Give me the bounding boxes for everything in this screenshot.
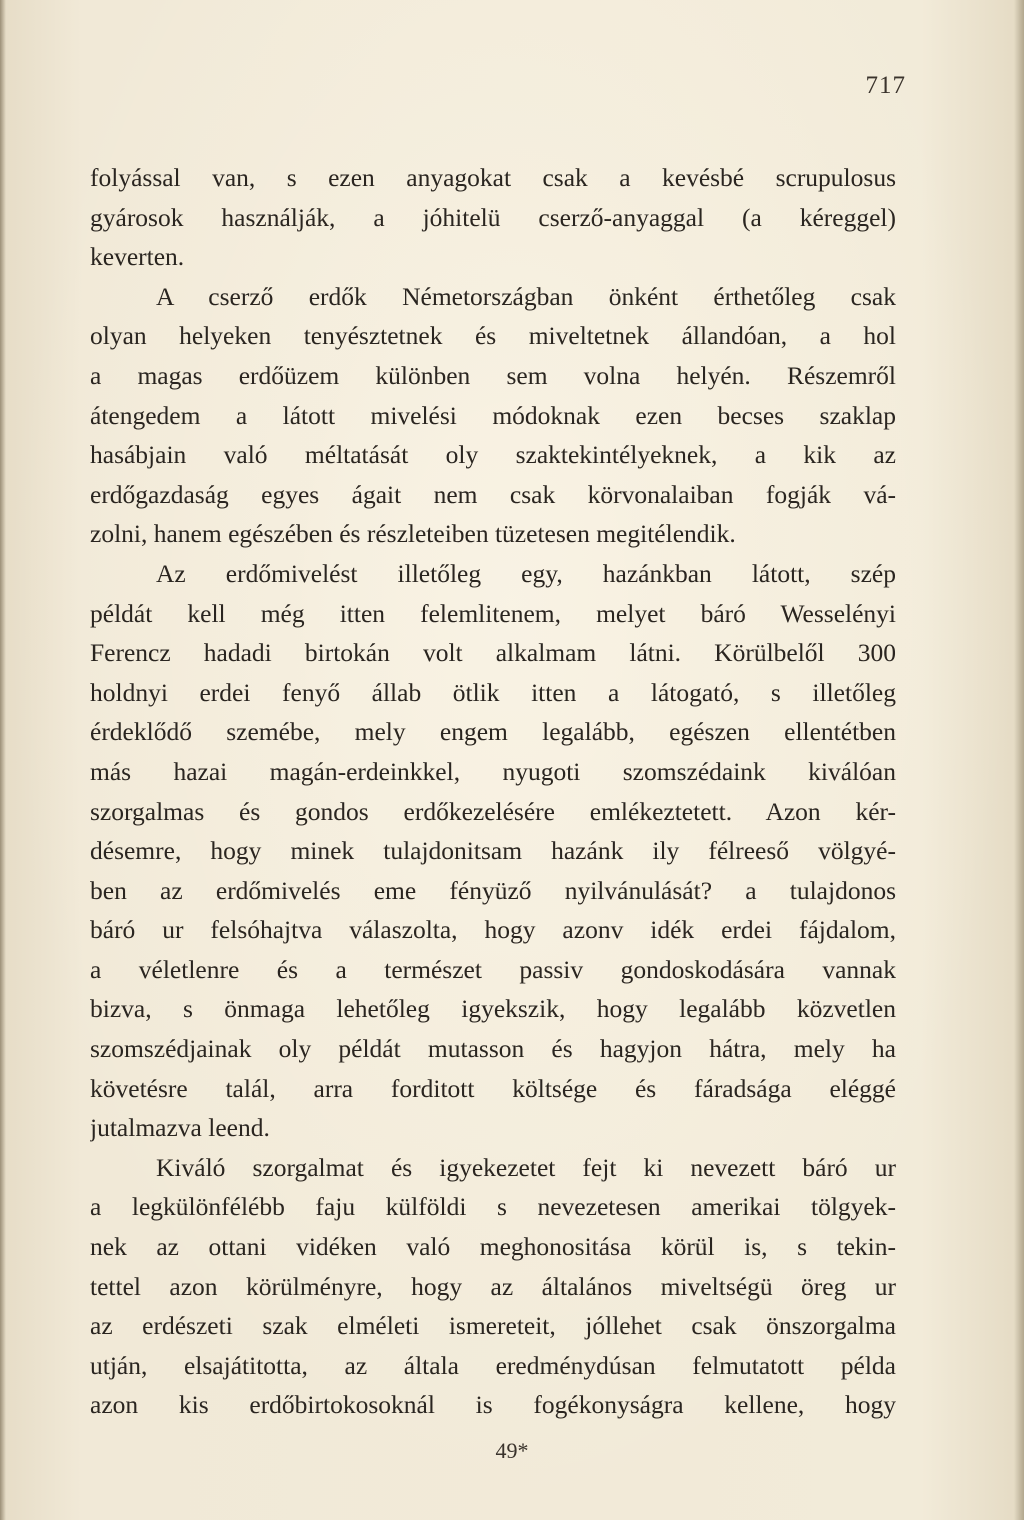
text-line: zolni, hanem egészében és részleteiben tüzetesen megitélendik. — [90, 519, 736, 549]
text-line: tettel azon körülményre, hogy az általános miveltségü öreg ur — [90, 1271, 896, 1301]
text-line: holdnyi erdei fenyő állab ötlik itten a látogató, s illetőleg — [90, 677, 896, 707]
text-line: a véletlenre és a természet passiv gondoskodására vannak — [90, 954, 896, 984]
text-line: folyással van, s ezen anyagokat csak a kevésbé scrupulosus — [90, 163, 896, 192]
text-line: jutalmazva leend. — [90, 1113, 270, 1143]
text-line: azon kis erdőbirtokosoknál is fogékonyságra kellene, hogy — [90, 1390, 896, 1420]
text-line: désemre, hogy minek tulajdonitsam hazánk ily félreeső völgyé- — [90, 836, 896, 866]
text-line: báró ur felsóhajtva válaszolta, hogy azonv idék erdei fájdalom, — [90, 915, 896, 945]
text-line: nek az ottani vidéken való meghonositása körül is, s tekin- — [90, 1232, 896, 1262]
text-line: gyárosok használják, a jóhitelü cserző-anyaggal (a kéreggel) — [90, 202, 896, 232]
text-line: a legkülönfélébb faju külföldi s nevezetesen amerikai tölgyek- — [90, 1192, 896, 1222]
text-line: utján, elsajátitotta, az általa eredménydúsan felmutatott példa — [90, 1350, 896, 1380]
text-line: olyan helyeken tenyésztetnek és miveltetnek állandóan, a hol — [90, 321, 896, 351]
text-line: hasábjain való méltatását oly szaktekintélyeknek, a kik az — [90, 440, 896, 470]
text-line: ben az erdőmivelés eme fényüző nyilvánulását? a tulajdonos — [90, 875, 896, 905]
text-line: A cserző erdők Németországban önként érthetőleg csak — [156, 281, 896, 311]
text-line: átengedem a látott mivelési módoknak ezen becses szaklap — [90, 400, 896, 430]
text-line: Kiváló szorgalmat és igyekezetet fejt ki nevezett báró ur — [156, 1152, 896, 1182]
text-line: Ferencz hadadi birtokán volt alkalmam látni. Körülbelől 300 — [90, 638, 896, 668]
body-text — [90, 158, 896, 1425]
text-line: más hazai magán-erdeinkkel, nyugoti szomszédaink kiválóan — [90, 756, 896, 786]
text-line: erdőgazdaság egyes ágait nem csak körvonalaiban fogják vá- — [90, 479, 896, 509]
text-line: érdeklődő szemébe, mely engem legalább, egészen ellentétben — [90, 717, 896, 747]
page-edge-left — [0, 0, 6, 1520]
signature-mark: 49* — [495, 1438, 529, 1463]
page-number: 717 — [865, 72, 906, 99]
text-line: keverten. — [90, 242, 185, 272]
text-line: követésre talál, arra forditott költsége és fáradsága eléggé — [90, 1073, 896, 1103]
text-line: az erdészeti szak elméleti ismereteit, jóllehet csak önszorgalma — [90, 1311, 896, 1341]
text-line: bizva, s önmaga lehetőleg igyekszik, hogy legalább közvetlen — [90, 994, 896, 1024]
text-line: szorgalmas és gondos erdőkezelésére emlékeztetett. Azon kér- — [90, 796, 896, 826]
page-edge-right — [1014, 0, 1024, 1520]
text-line: példát kell még itten felemlitenem, melyet báró Wesselényi — [90, 598, 896, 628]
text-line: szomszédjainak oly példát mutasson és hagyjon hátra, mely ha — [90, 1034, 896, 1064]
text-line: a magas erdőüzem különben sem volna helyén. Részemről — [90, 360, 896, 390]
text-line: Az erdőmivelést illetőleg egy, hazánkban látott, szép — [156, 558, 896, 588]
